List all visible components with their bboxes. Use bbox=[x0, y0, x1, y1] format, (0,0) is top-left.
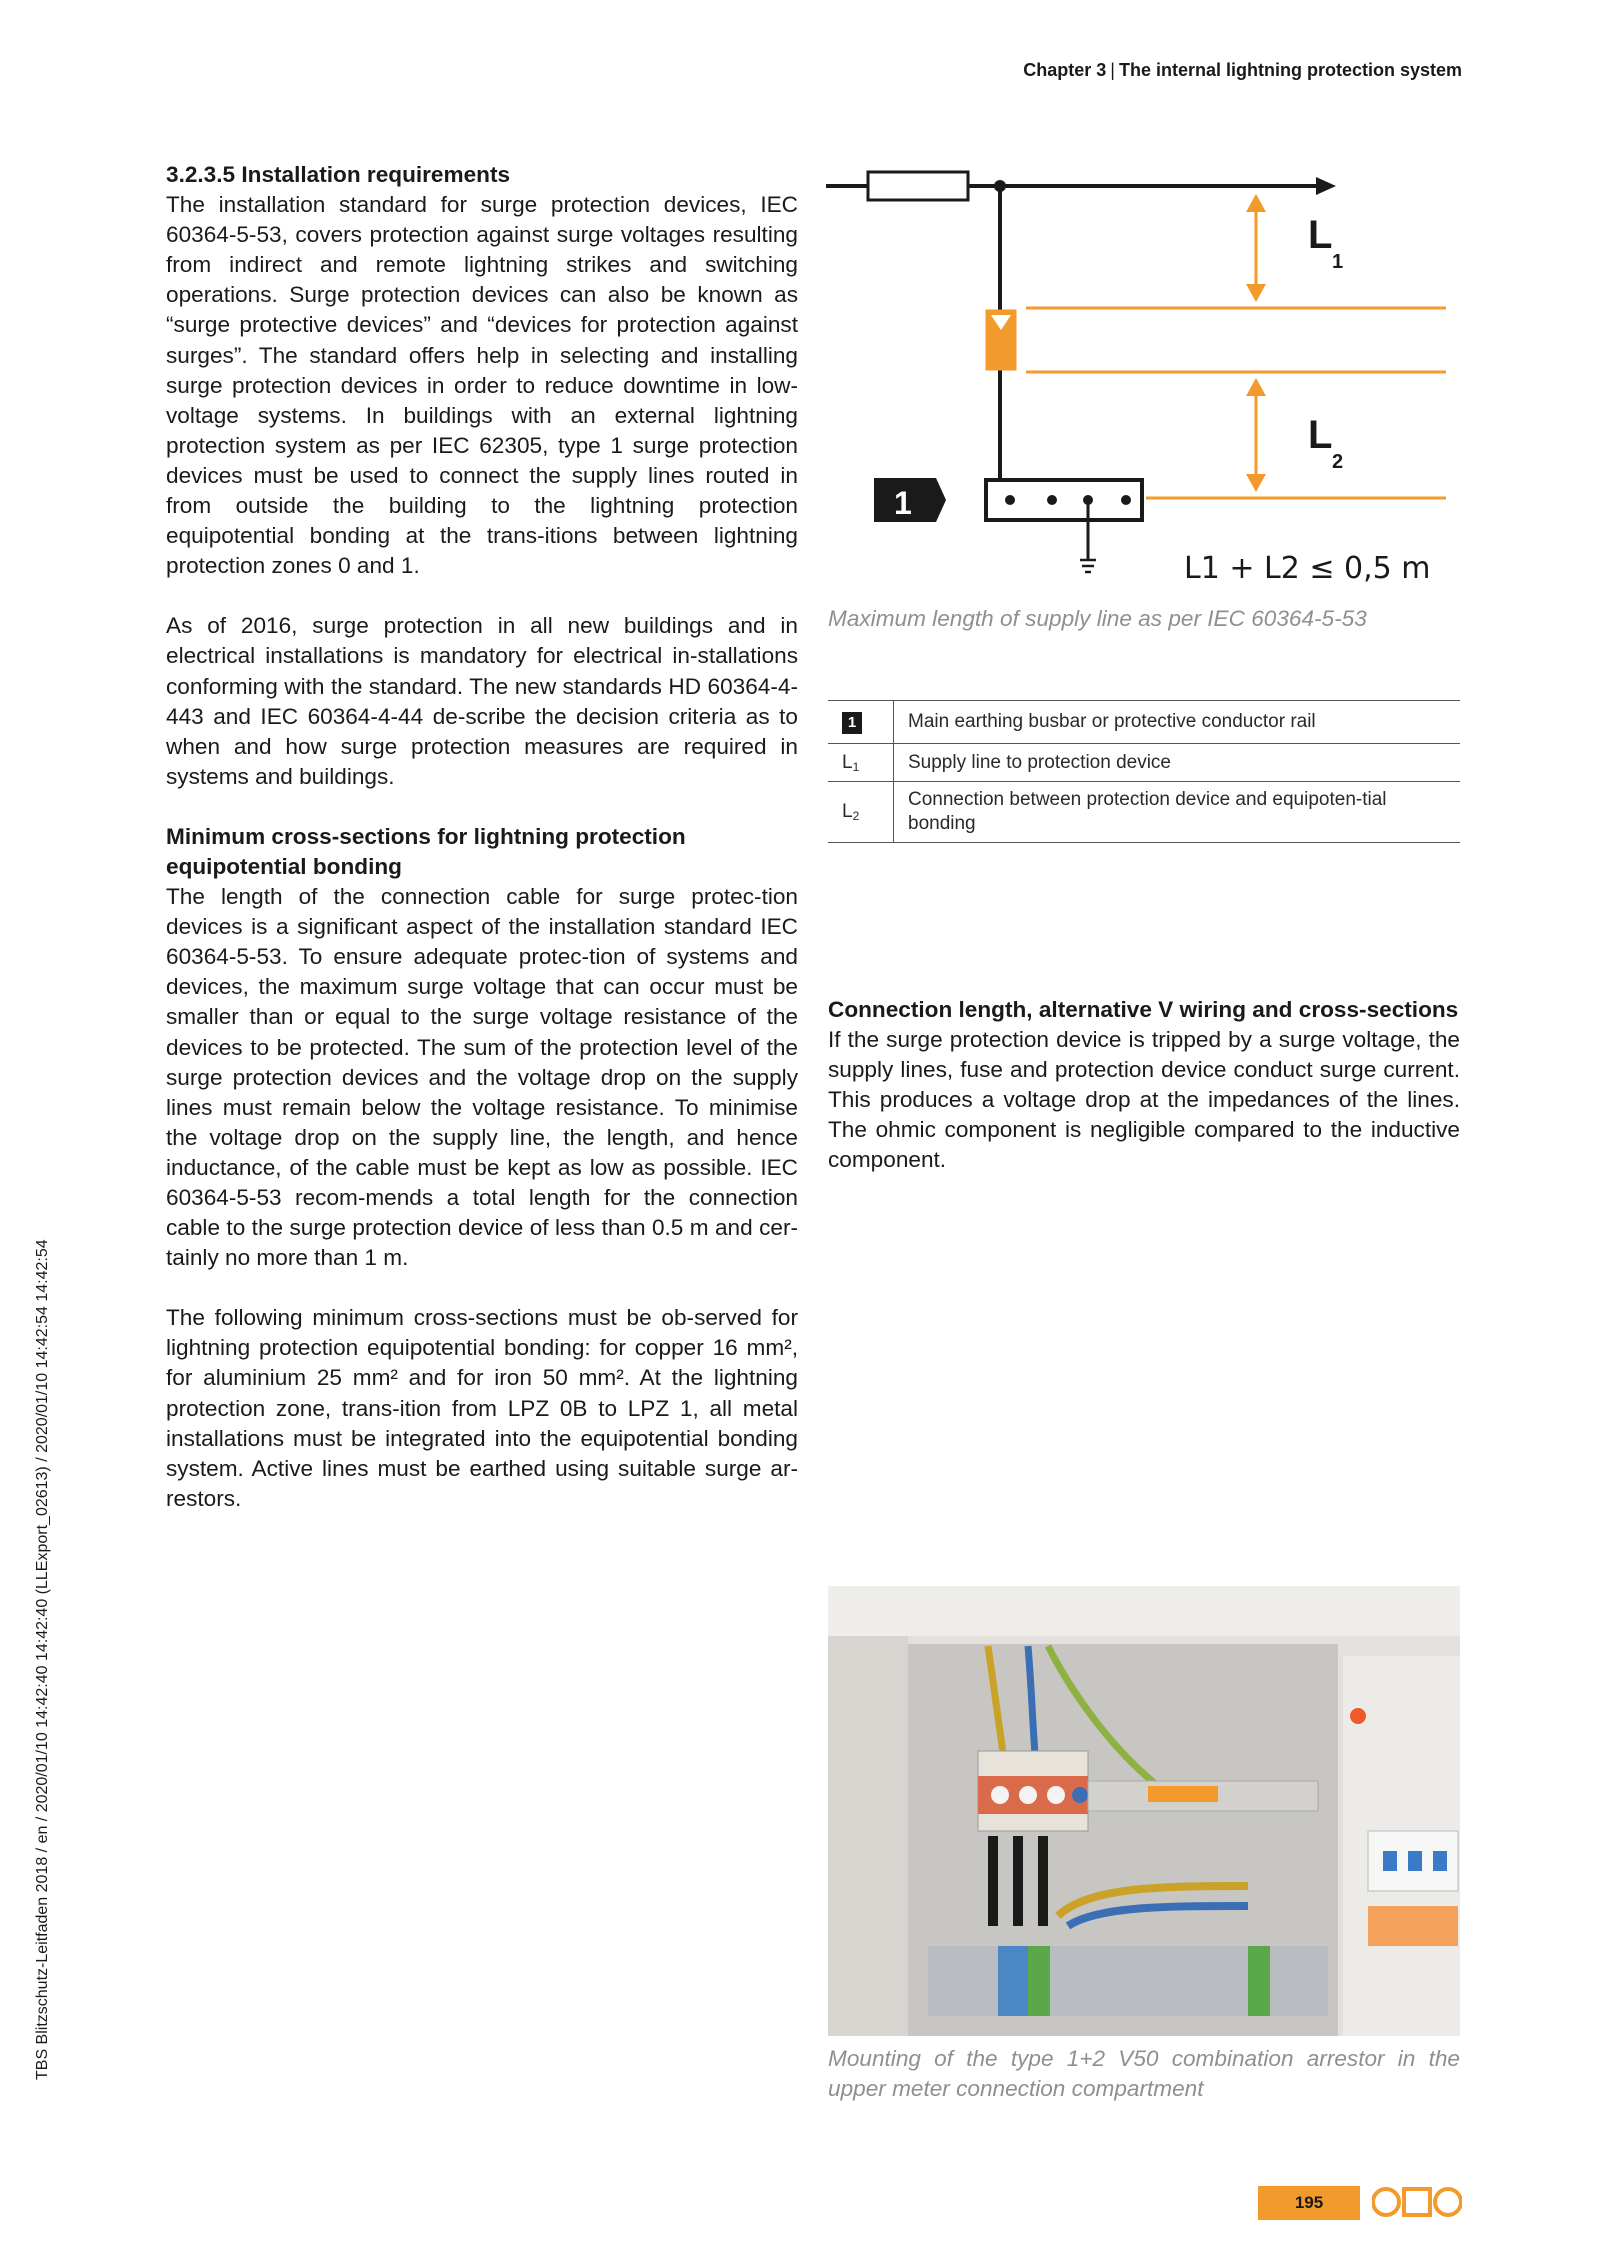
subsection-heading: Minimum cross-sections for lightning protection equipotential bonding bbox=[166, 823, 686, 879]
paragraph: The length of the connection cable for surge protec-tion devices is a significant aspect of the installation standard IEC 60364-5-53. To ensure adequate protec-tion of systems and devices, the maximum surge voltage that can occur must be smaller than or equal to the surge voltage resistance of the devices to be protected. The sum of the protection level of the surge protection devices and the voltage drop on the supply lines must remain below the voltage resistance. To minimise the voltage drop on the supply line, the length, and hence inductance, of the cable must be kept as low as possible. IEC 60364-5-53 recom-mends a total length for the connection cable to the surge protection device of less than 0.5 m and cer-tainly no more than 1 m. bbox=[166, 884, 798, 1271]
running-header bbox=[1023, 60, 1462, 81]
arrow-down-icon bbox=[1246, 474, 1266, 492]
black-cable bbox=[1038, 1836, 1048, 1926]
legend-key-letter: L bbox=[842, 801, 853, 822]
legend-text: Main earthing busbar or protective conductor rail bbox=[894, 701, 1461, 744]
legend-key-letter: L bbox=[842, 751, 853, 773]
chapter-label: Chapter 3 bbox=[1023, 60, 1107, 80]
breaker-toggle bbox=[1408, 1851, 1422, 1871]
indicator-light bbox=[1350, 1708, 1366, 1724]
marker-1-label: 1 bbox=[894, 485, 912, 521]
legend-text: Supply line to protection device bbox=[894, 744, 1461, 782]
page-number: 195 bbox=[1258, 2186, 1360, 2220]
terminal-block-green bbox=[1248, 1946, 1270, 2016]
left-column bbox=[166, 160, 798, 1544]
cabinet-door-left bbox=[828, 1636, 908, 2036]
cross-sections-section bbox=[166, 822, 798, 1273]
paragraph: The installation standard for surge protection devices, IEC 60364-5-53, covers protection against surge voltages resulting from indirect and remote lightning strikes and switching operations. Surge protection devices can also be known as “surge protective devices” and “devices for protection against surges”. The standard offers help in selecting and installing surge protection devices in order to reduce downtime in low-voltage systems. In buildings with an external lightning protection system as per IEC 62305, type 1 surge protection devices must be used to connect the supply lines routed in from outside the building to the lightning protection equipotential bonding at the trans-itions between lightning protection zones 0 and 1. bbox=[166, 192, 798, 579]
arrestor-indicator bbox=[1047, 1786, 1065, 1804]
label-l1-subscript: 1 bbox=[1332, 251, 1344, 273]
export-metadata-text: TBS Blitzschutz-Leitfaden 2018 / en / 2020/01/10 14:42:40 14:42:40 (LLExport_02613) / 2020/01/10 14:42:54 14:42:54 bbox=[34, 1239, 51, 2080]
black-cable bbox=[1013, 1836, 1023, 1926]
fuse-symbol bbox=[868, 172, 968, 200]
legend-text: Connection between protection device and equipoten-tial bonding bbox=[894, 782, 1461, 843]
legend-key-badge: 1 bbox=[842, 712, 862, 734]
subsection-heading: Connection length, alternative V wiring and cross-sections bbox=[828, 997, 1459, 1022]
arrestor-indicator bbox=[1072, 1787, 1088, 1803]
cabinet-top bbox=[828, 1586, 1460, 1636]
busbar-terminal bbox=[1121, 495, 1131, 505]
diagram-caption: Maximum length of supply line as per IEC 60364-5-53 bbox=[828, 606, 1367, 631]
paragraph: The following minimum cross-sections must be ob-served for lightning protection equipotential bonding: for copper 16 mm², for aluminium 25 mm² and for iron 50 mm². At the lightning protection zone, trans-ition from LPZ 0B to LPZ 1, all metal installations must be integrated into the equipotential bonding system. Active lines must be earthed using suitable surge ar-restors. bbox=[166, 1305, 798, 1511]
installation-requirements-section bbox=[166, 160, 798, 581]
right-column bbox=[828, 995, 1460, 1206]
breaker-toggle bbox=[1383, 1851, 1397, 1871]
legend-key-subscript: 1 bbox=[852, 759, 860, 774]
supply-line-length-diagram bbox=[826, 150, 1466, 600]
chapter-title: The internal lightning protection system bbox=[1118, 60, 1462, 80]
black-cable bbox=[988, 1836, 998, 1926]
obo-logo bbox=[1372, 2186, 1462, 2218]
terminal-block-blue bbox=[998, 1946, 1028, 2016]
paragraph: If the surge protection device is tripped by a surge voltage, the supply lines, fuse and protection device conduct surge current. This produces a voltage drop at the impedances of the lines. The ohmic component is negligible compared to the inductive component. bbox=[828, 1027, 1460, 1173]
section-heading: 3.2.3.5 Installation requirements bbox=[166, 162, 511, 187]
legend-row bbox=[828, 701, 1460, 744]
arrow-down-icon bbox=[1246, 284, 1266, 302]
photo-caption: Mounting of the type 1+2 V50 combination arrestor in the upper meter connection compartment bbox=[828, 2046, 1460, 2101]
paragraph: As of 2016, surge protection in all new buildings and in electrical installations is mandatory for electrical in-stallations conforming with the standard. The new standards HD 60364-4-443 and IEC 60364-4-44 de-scribe the decision criteria as to when and how surge protection measures are required in systems and buildings. bbox=[166, 613, 798, 789]
busbar-terminal bbox=[1005, 495, 1015, 505]
arrestor-indicator bbox=[991, 1786, 1009, 1804]
legend-row bbox=[828, 782, 1460, 843]
label-l1: L bbox=[1308, 213, 1333, 257]
photo-illustration bbox=[828, 1586, 1460, 2036]
diagram-legend bbox=[828, 700, 1460, 843]
terminal-block-green bbox=[1028, 1946, 1050, 2016]
length-formula: L1 + L2 ≤ 0,5 m bbox=[1184, 551, 1431, 586]
legend-key bbox=[828, 782, 894, 843]
rail-label bbox=[1148, 1786, 1218, 1802]
breaker-strip bbox=[1368, 1906, 1458, 1946]
label-l2-subscript: 2 bbox=[1332, 451, 1344, 473]
arrow-up-icon bbox=[1246, 194, 1266, 212]
header-separator: | bbox=[1110, 60, 1115, 80]
breaker-toggle bbox=[1433, 1851, 1447, 1871]
legend-key-subscript: 2 bbox=[852, 809, 860, 823]
busbar-terminal bbox=[1047, 495, 1057, 505]
arrow-right-icon bbox=[1316, 177, 1336, 195]
arrow-up-icon bbox=[1246, 378, 1266, 396]
label-l2: L bbox=[1308, 413, 1333, 457]
legend-key bbox=[828, 701, 894, 744]
legend-row bbox=[828, 744, 1460, 782]
arrestor-indicator bbox=[1019, 1786, 1037, 1804]
combination-arrestor-photo bbox=[828, 1586, 1460, 2036]
legend-key bbox=[828, 744, 894, 782]
